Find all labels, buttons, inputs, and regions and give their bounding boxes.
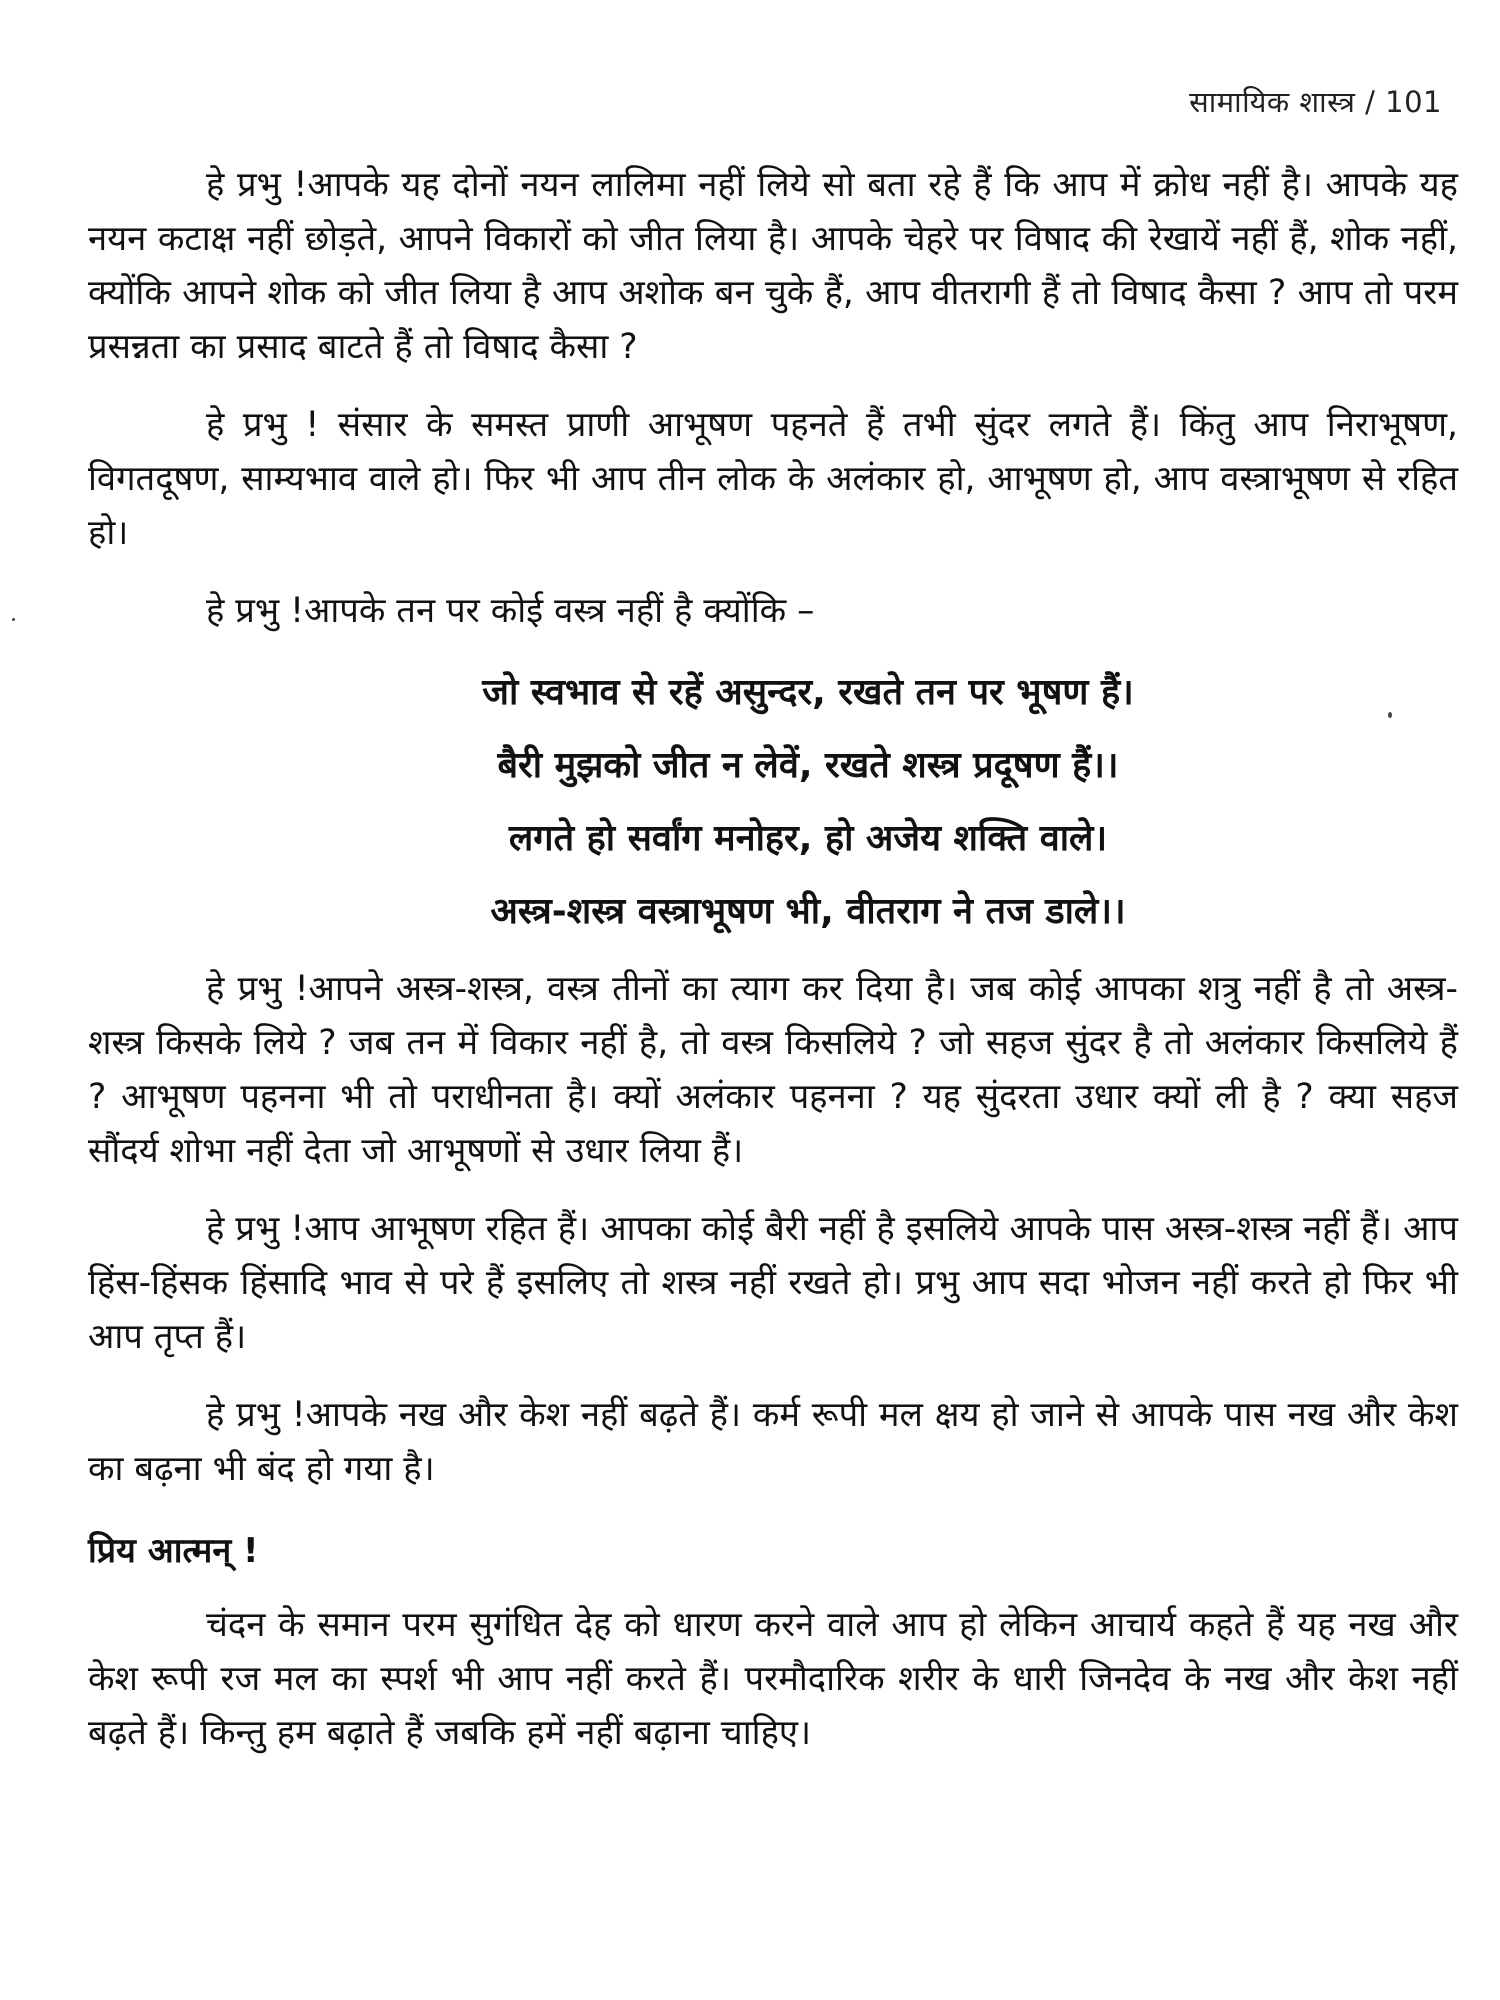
section-heading: प्रिय आत्मन् ! — [88, 1531, 259, 1571]
paragraph: हे प्रभु !आपके नख और केश नहीं बढ़ते हैं। कर्म रूपी मल क्षय हो जाने से आपके पास नख और केश का बढ़ना भी बंद हो गया है। — [88, 1395, 1458, 1489]
paragraph: हे प्रभु !आपके तन पर कोई वस्त्र नहीं है क्योंकि – — [206, 591, 815, 631]
paragraph: चंदन के समान परम सुगंधित देह को धारण करने वाले आप हो लेकिन आचार्य कहते हैं यह नख और केश रूपी रज मल का स्पर्श भी आप नहीं करते हैं। परमौदारिक शरीर के धारी जिनदेव के नख और केश नहीं बढ़ते हैं। किन्तु हम बढ़ाते हैं जबकि हमें नहीं बढ़ाना चाहिए। — [88, 1605, 1458, 1753]
paragraph: हे प्रभु !आपने अस्त्र-शस्त्र, वस्त्र तीनों का त्याग कर दिया है। जब कोई आपका शत्रु नहीं है तो अस्त्र-शस्त्र किसके लिये ? जब तन में विकार नहीं है, तो वस्त्र किसलिये ? जो सहज सुंदर है तो अलंकार किसलिये हैं ? आभूषण पहनना भी तो पराधीनता है। क्यों अलंकार पहनना ? यह सुंदरता उधार क्यों ली है ? क्या सहज सौंदर्य शोभा नहीं देता जो आभूषणों से उधार लिया हैं। — [88, 969, 1458, 1171]
paragraph: हे प्रभु !आपके यह दोनों नयन लालिमा नहीं लिये सो बता रहे हैं कि आप में क्रोध नहीं है। आपके यह नयन कटाक्ष नहीं छोड़ते, आपने विकारों को जीत लिया है। आपके चेहरे पर विषाद की रेखायें नहीं हैं, शोक नहीं, क्योंकि आपने शोक को जीत लिया है आप अशोक बन चुके हैं, आप वीतरागी हैं तो विषाद कैसा ? आप तो परम प्रसन्नता का प्रसाद बाटते हैं तो विषाद कैसा ? — [88, 165, 1458, 367]
verse-line: लगते हो सर्वांग मनोहर, हो अजेय शक्ति वाले। — [508, 818, 1108, 859]
paragraph: हे प्रभु ! संसार के समस्त प्राणी आभूषण पहनते हैं तभी सुंदर लगते हैं। किंतु आप निराभूषण, विगतदूषण, साम्यभाव वाले हो। फिर भी आप तीन लोक के अलंकार हो, आभूषण हो, आप वस्त्राभूषण से रहित हो। — [88, 405, 1458, 553]
paragraph: हे प्रभु !आप आभूषण रहित हैं। आपका कोई बैरी नहीं है इसलिये आपके पास अस्त्र-शस्त्र नहीं हैं। आप हिंस-हिंसक हिंसादि भाव से परे हैं इसलिए तो शस्त्र नहीं रखते हो। प्रभु आप सदा भोजन नहीं करते हो फिर भी आप तृप्त हैं। — [88, 1209, 1458, 1357]
verse-line: जो स्वभाव से रहें असुन्दर, रखते तन पर भूषण हैं। — [482, 672, 1134, 713]
running-header: सामायिक शास्त्र / 101 — [1189, 85, 1442, 119]
verse-line: अस्त्र-शस्त्र वस्त्राभूषण भी, वीतराग ने तज डाले।। — [490, 891, 1126, 932]
page-content — [88, 158, 1458, 1784]
scan-speck — [12, 618, 15, 621]
verse-block — [88, 656, 1458, 948]
verse-line: बैरी मुझको जीत न लेवें, रखते शस्त्र प्रदूषण हैं।। — [497, 745, 1119, 786]
